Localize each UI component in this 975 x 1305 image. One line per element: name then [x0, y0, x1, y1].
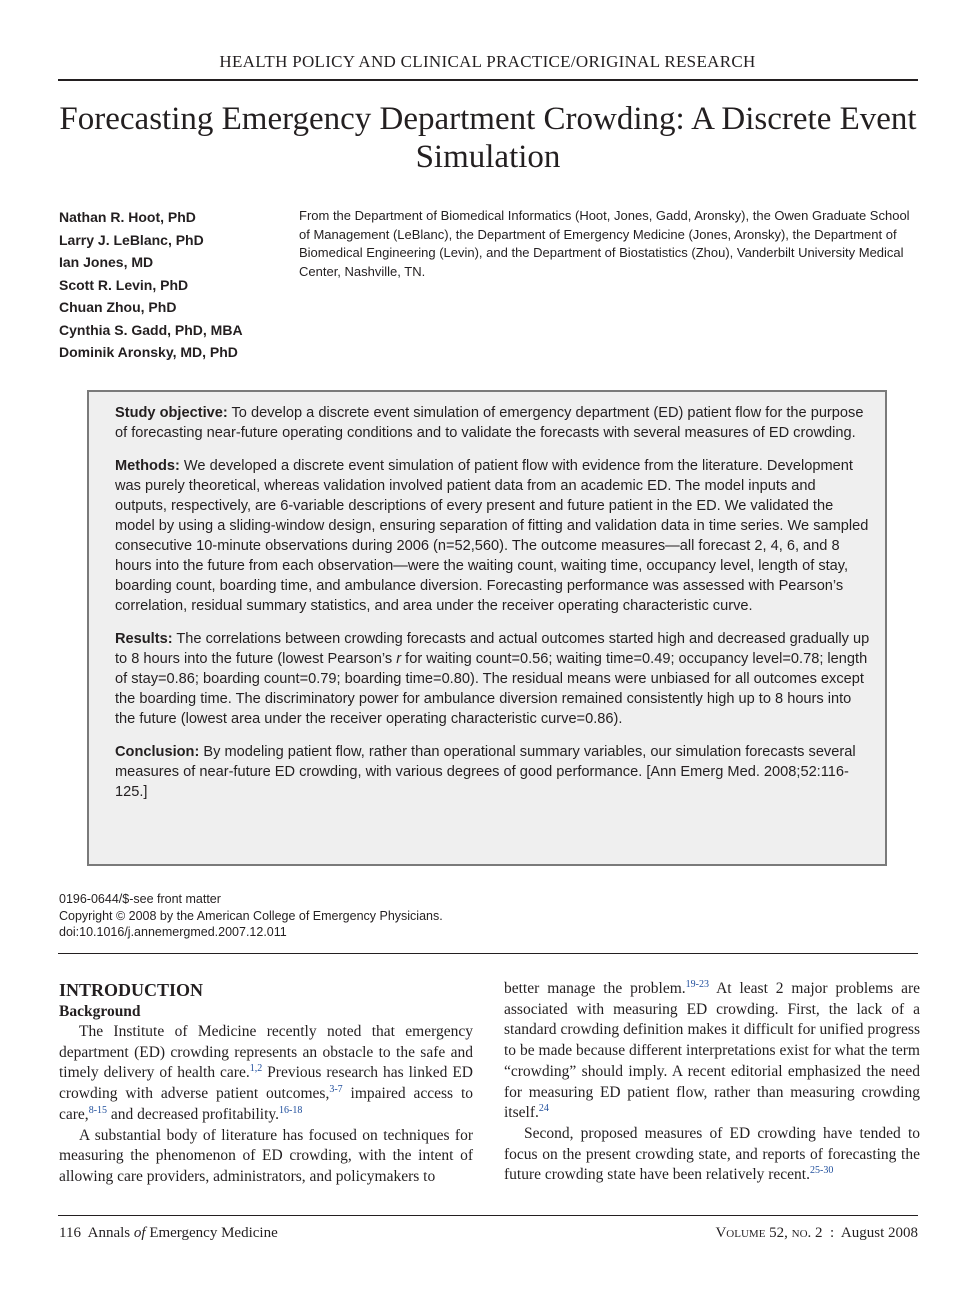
footer-right [715, 1225, 918, 1242]
citation-link[interactable]: 1,2 [249, 1063, 263, 1075]
abstract [115, 403, 870, 815]
footer-separator: : [830, 1225, 835, 1241]
citation-link[interactable]: 24 [538, 1103, 549, 1115]
author: Ian Jones, MD [59, 254, 154, 270]
journal-name: Annals of Emergency Medicine [87, 1225, 278, 1241]
abstract-objective [115, 403, 870, 443]
author: Chuan Zhou, PhD [59, 299, 177, 315]
article-title: Forecasting Emergency Department Crowding: A Discrete Event Simulation [59, 101, 917, 175]
conclusion-text: By modeling patient flow, rather than operational summary variables, our simulation forecasts several measures of near-future ED crowding, with various degrees of good performance. [Ann Emerg Med. 2008;52:116-125.] [115, 744, 856, 800]
author: Larry J. LeBlanc, PhD [59, 231, 204, 248]
methods-label: Methods: [115, 458, 180, 474]
issue-date: August 2008 [840, 1225, 918, 1241]
footer-left [59, 1225, 278, 1242]
author: Nathan R. Hoot, PhD [59, 209, 196, 225]
methods-text: We developed a discrete event simulation of patient flow with evidence from the literature. Development was purely theoretical, whereas validation involved patient data from an academic ED. The model inputs and outputs, respectively, are 6-variable descriptions of every present and future patient in the ED. We validated the model by using a sliding-window design, ensuring separation of fitting and validation data in time series. We sampled consecutive 10-minute observations during 2006 (n=52,560). The outcome measures—all forecast 2, 4, 6, and 8 hours into the future from each observation—were the waiting count, waiting time, occupancy level, length of stay, boarding count, boarding time, and ambulance diversion. Forecasting performance was assessed with Pearson’s correlation, residual summary statistics, and area under the receiver operating characteristic curve. [115, 458, 869, 614]
results-r-symbol: r [396, 651, 402, 667]
citation-link[interactable]: 3-7 [329, 1083, 343, 1095]
paragraph: A substantial body of literature has focused on techniques for measuring the phenomenon of ED crowding, with the intent of allowing care providers, administrators, and policymakers to [59, 1126, 473, 1185]
body-column-left [59, 979, 473, 1188]
citation-link[interactable]: 8-15 [88, 1104, 108, 1116]
paragraph: better manage the problem.$^{19-23}$ At least 2 major problems are associated with measuring ED crowding. First, the lack of a standard crowding definition makes it difficult for unified progress to be made because different interpretations exist for what the term “crowding” should imply. A recent editorial emphasized the need for measuring ED patient flow, rather than measuring crowding itself.$^{24}$ [504, 978, 921, 1122]
objective-text: To develop a discrete event simulation of emergency department (ED) patient flow for the purpose of forecasting near-future operating conditions and to validate the forecasts with several measures of ED crowding. [115, 405, 864, 441]
citation-link[interactable]: 25-30 [809, 1165, 834, 1177]
front-matter-price: 0196-0644/$-see front matter [59, 892, 221, 906]
paragraph: Second, proposed measures of ED crowding have tended to focus on the present crowding state, and reports of forecasting the future crowding state have been relatively recent.$^{25-30}$ [504, 1124, 920, 1184]
objective-label: Study objective: [115, 405, 228, 421]
abstract-conclusion [115, 742, 870, 802]
abstract-methods [115, 456, 870, 616]
section-header: HEALTH POLICY AND CLINICAL PRACTICE/ORIGINAL RESEARCH [219, 52, 756, 71]
top-rule [58, 79, 918, 81]
author-list [59, 206, 284, 364]
author: Cynthia S. Gadd, PhD, MBA [59, 321, 243, 338]
results-label: Results: [115, 631, 173, 647]
volume-issue: Volume 52, no. 2 [715, 1225, 823, 1241]
citation-link[interactable]: 19-23 [685, 978, 710, 990]
section-heading-introduction: INTRODUCTION [59, 980, 204, 1000]
author: Dominik Aronsky, MD, PhD [59, 344, 238, 360]
results-text-cont: for waiting count=0.56; waiting time=0.49; occupancy level=0.78; length of stay=0.86; boarding count=0.79; boarding time=0.80). The residual means were unbiased for all outcomes except the boarding time. The discriminatory power for ambulance diversion remained consistently high up to 8 hours into the future (lowest area under the receiver operating characteristic curve=0.86). [115, 651, 868, 727]
mid-rule [58, 953, 918, 954]
copyright: Copyright © 2008 by the American College of Emergency Physicians. [59, 908, 443, 923]
front-matter [59, 891, 443, 941]
affiliation: From the Department of Biomedical Informatics (Hoot, Jones, Gadd, Aronsky), the Owen Graduate School of Management (LeBlanc), the Department of Emergency Medicine (Jones, Aronsky), the Department of Biomedical Engineering (Levin), and the Department of Biostatistics (Zhou), Vanderbilt University Medical Center, Nashville, TN. [299, 208, 910, 279]
paragraph: The Institute of Medicine recently noted that emergency department (ED) crowding represents an obstacle to the safe and timely delivery of health care.$^{1,2}$ Previous research has linked ED crowding with adverse patient outcomes,$^{3-7}$ impaired access to care,$^{8-15}$ and decreased profitability.$^{16-18}$ [59, 1023, 474, 1123]
abstract-results [115, 629, 870, 729]
body-column-right [504, 979, 920, 1186]
bottom-rule [58, 1215, 918, 1216]
page-number: 116 [59, 1225, 81, 1241]
conclusion-label: Conclusion: [115, 744, 200, 760]
abstract-box [87, 390, 887, 866]
author: Scott R. Levin, PhD [59, 276, 189, 293]
subsection-heading-background: Background [59, 1003, 141, 1020]
citation-link[interactable]: 16-18 [279, 1104, 303, 1116]
doi-link[interactable]: doi:10.1016/j.annemergmed.2007.12.011 [59, 925, 287, 939]
results-text: The correlations between crowding forecasts and actual outcomes started high and decreased gradually up to 8 hours into the future (lowest Pearson’s [115, 631, 870, 667]
